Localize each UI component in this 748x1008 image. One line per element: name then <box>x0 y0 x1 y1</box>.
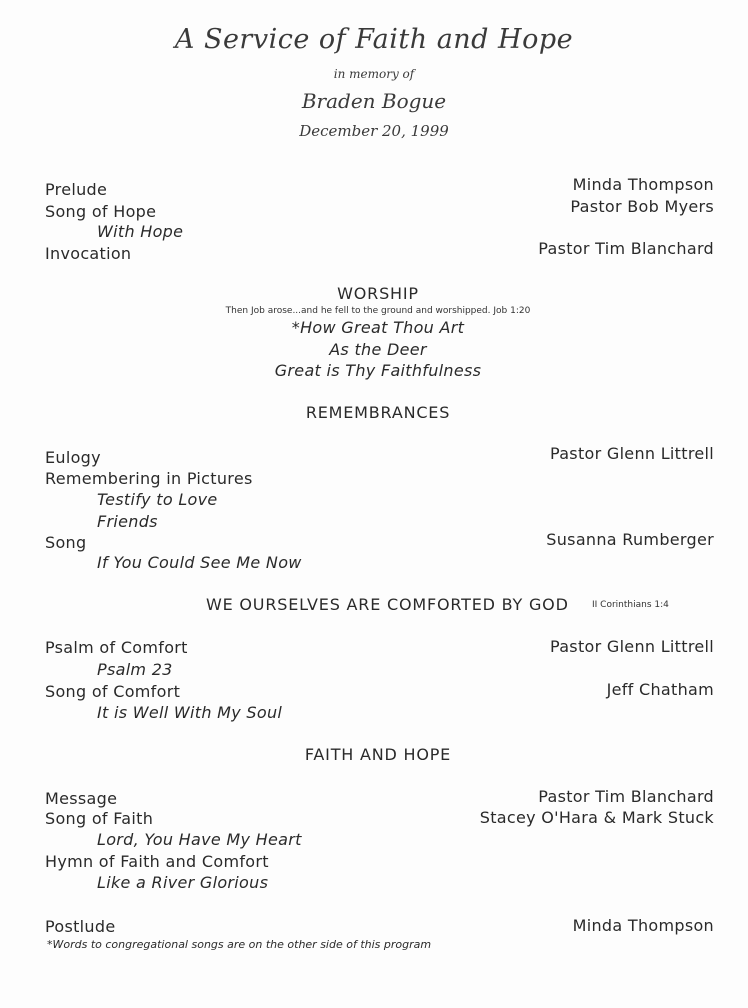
invocation-label: Invocation <box>45 244 132 263</box>
worship-song: *How Great Thou Art <box>291 318 465 337</box>
worship-scripture: Then Job arose...and he fell to the ground and worshipped. Job 1:20 <box>225 306 531 316</box>
worship-heading: WORSHIP <box>337 284 419 303</box>
remembrances-heading: REMEMBRANCES <box>305 403 451 422</box>
hymn-label: Hymn of Faith and Comfort <box>45 852 269 871</box>
invocation-leader: Pastor Tim Blanchard <box>538 239 714 258</box>
postlude-performer: Minda Thompson <box>572 916 714 935</box>
song-label: Song <box>45 533 87 552</box>
song-of-comfort-title: It is Well With My Soul <box>97 703 283 722</box>
song-of-faith-label: Song of Faith <box>45 809 154 828</box>
faith-hope-heading: FAITH AND HOPE <box>304 745 452 764</box>
song-of-hope-performer: Pastor Bob Myers <box>570 197 714 216</box>
song-of-faith-performers: Stacey O'Hara & Mark Stuck <box>479 808 714 827</box>
hymn-title: Like a River Glorious <box>97 873 269 892</box>
message-speaker: Pastor Tim Blanchard <box>538 787 714 806</box>
comforted-reference: II Corinthians 1:4 <box>592 600 669 610</box>
song-performer: Susanna Rumberger <box>546 530 714 549</box>
prelude-performer: Minda Thompson <box>572 175 714 194</box>
service-date: December 20, 1999 <box>299 122 449 140</box>
message-label: Message <box>45 789 118 808</box>
psalm-label: Psalm of Comfort <box>45 638 188 657</box>
song-of-hope-label: Song of Hope <box>45 202 157 221</box>
song-of-comfort-performer: Jeff Chatham <box>606 680 714 699</box>
program-title: A Service of Faith and Hope <box>174 24 574 55</box>
psalm-title: Psalm 23 <box>97 660 173 679</box>
pictures-song: Testify to Love <box>97 490 218 509</box>
comforted-heading: WE OURSELVES ARE COMFORTED BY GOD <box>206 595 569 614</box>
song-of-faith-title: Lord, You Have My Heart <box>97 830 302 849</box>
eulogy-speaker: Pastor Glenn Littrell <box>549 444 714 463</box>
postlude-label: Postlude <box>45 917 116 936</box>
song-of-hope-title: With Hope <box>97 222 184 241</box>
prelude-label: Prelude <box>45 180 108 199</box>
pictures-song: Friends <box>97 512 158 531</box>
in-memory-label: in memory of <box>333 67 415 81</box>
eulogy-label: Eulogy <box>45 448 101 467</box>
memorial-name: Braden Bogue <box>301 89 447 113</box>
psalm-reader: Pastor Glenn Littrell <box>549 637 714 656</box>
song-of-comfort-label: Song of Comfort <box>45 682 181 701</box>
pictures-label: Remembering in Pictures <box>45 469 253 488</box>
footnote: *Words to congregational songs are on the other side of this program <box>47 938 432 951</box>
worship-song: As the Deer <box>329 340 427 359</box>
worship-song: Great is Thy Faithfulness <box>274 361 482 380</box>
song-title: If You Could See Me Now <box>97 553 302 572</box>
